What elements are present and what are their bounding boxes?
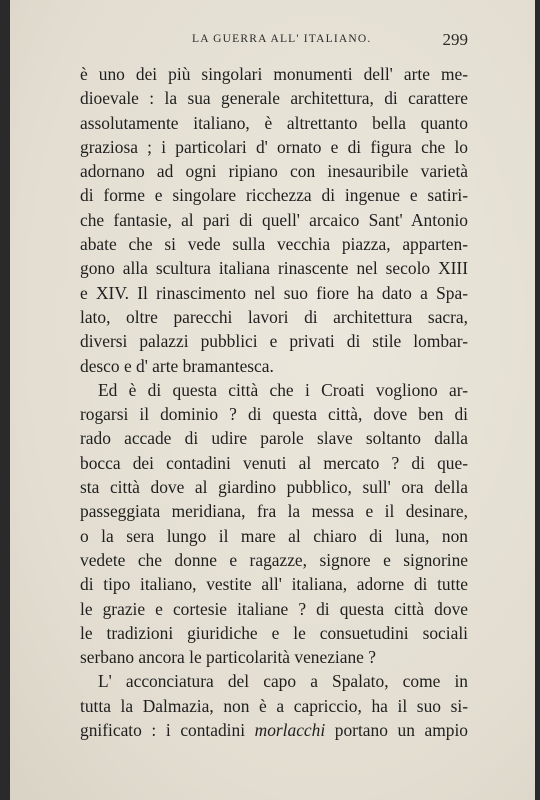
- text-line: rogarsi il dominio ? di questa città, dove ben di: [80, 404, 468, 425]
- text-fragment: portano un ampio: [325, 720, 469, 741]
- text-line: bocca dei contadini venuti al mercato ? di que-: [80, 452, 468, 473]
- text-line: abate che si vede sulla vecchia piazza, apparten-: [80, 234, 468, 255]
- text-line: passeggiata meridiana, fra la messa e il desinare,: [80, 501, 468, 522]
- page-number: 299: [442, 30, 468, 49]
- text-line: rado accade di udire parole slave soltanto dalla: [80, 428, 468, 449]
- text-line: lato, oltre parecchi lavori di architettura sacra,: [80, 306, 468, 327]
- text-line: vedete che donne e ragazze, signore e signorine: [80, 549, 468, 570]
- text-line: che fantasie, al pari di quell' arcaico Sant' Antonio: [80, 209, 468, 230]
- text-line: tutta la Dalmazia, non è a capriccio, ha il suo si-: [80, 695, 468, 716]
- text-line: [80, 718, 468, 742]
- text-line: serbano ancora le particolarità veneziane ?: [80, 647, 376, 668]
- text-line: assolutamente italiano, è altrettanto bella quanto: [80, 112, 468, 133]
- text-line: dioevale : la sua generale architettura, di carattere: [80, 88, 468, 109]
- text-line: L' acconciatura del capo a Spalato, come in: [98, 671, 468, 692]
- text-line: di forme e singolare ricchezza di ingenue e satiri-: [80, 185, 468, 206]
- text-fragment: gnificato : i contadini: [80, 720, 255, 741]
- text-line: è uno dei più singolari monumenti dell' arte me-: [80, 64, 468, 84]
- body-text: [80, 62, 468, 742]
- text-line: graziosa ; i particolari d' ornato e di figura che lo: [80, 136, 468, 157]
- text-line: o la sera lungo il mare al chiaro di luna, non: [80, 525, 468, 546]
- text-line: e XIV. Il rinascimento nel suo fiore ha dato a Spa-: [80, 282, 468, 303]
- text-line: di tipo italiano, vestite all' italiana, adorne di tutte: [80, 574, 468, 595]
- page-header: [80, 30, 468, 53]
- text-line: sta città dove al giardino pubblico, sull' ora della: [80, 477, 468, 498]
- italic-word: morlacchi: [254, 720, 326, 741]
- text-line: adornano ad ogni ripiano con inesauribile varietà: [80, 161, 468, 182]
- text-line: Ed è di questa città che i Croati vogliono ar-: [98, 379, 468, 400]
- text-line: le tradizioni giuridiche e le consuetudini sociali: [80, 622, 468, 643]
- running-head: LA GUERRA ALL' ITALIANO.: [192, 33, 372, 45]
- text-line: desco e d' arte bramantesca.: [80, 355, 274, 376]
- text-line: diversi palazzi pubblici e privati di stile lombar-: [80, 331, 468, 352]
- text-line: le grazie e cortesie italiane ? di questa città dove: [80, 598, 468, 619]
- book-page: [10, 0, 535, 800]
- text-line: gono alla scultura italiana rinascente nel secolo XIII: [80, 258, 468, 279]
